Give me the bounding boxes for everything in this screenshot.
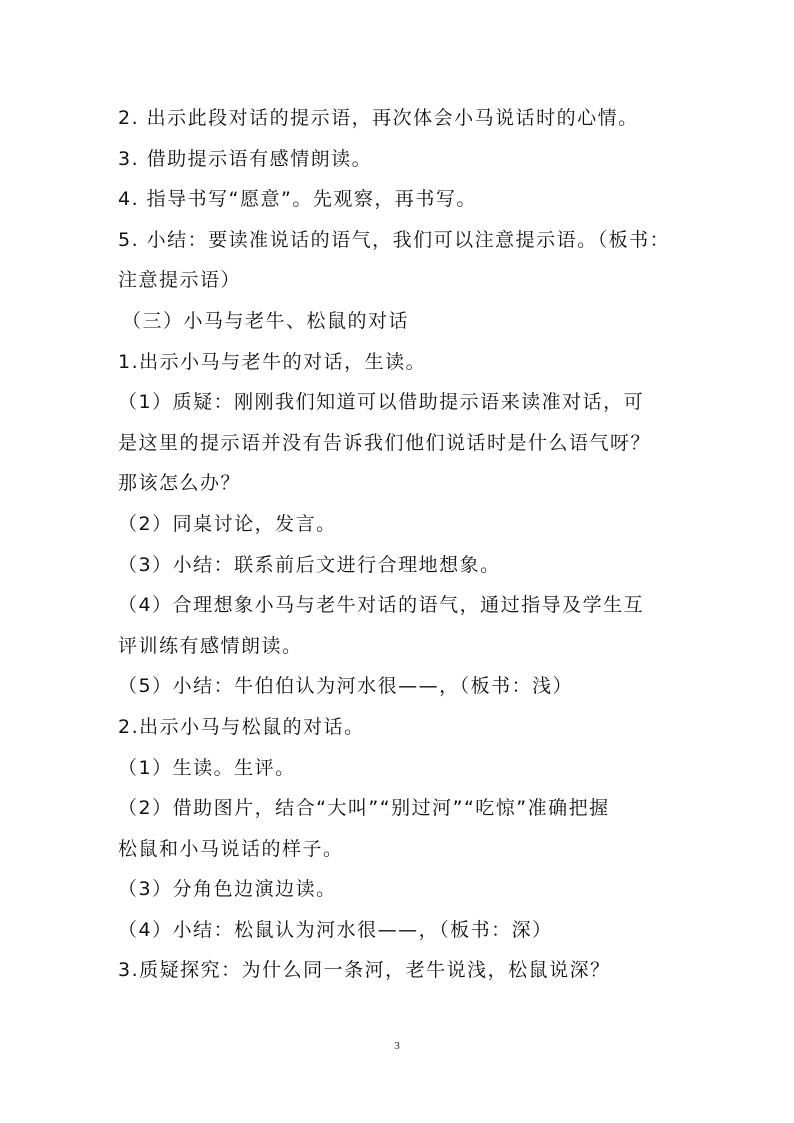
text-line: 4. 指导书写“愿意”。先观察，再书写。 <box>118 188 477 211</box>
text-line: 3.质疑探究：为什么同一条河，老牛说浅，松鼠说深？ <box>118 959 611 982</box>
text-line: 是这里的提示语并没有告诉我们他们说话时是什么语气呀？ <box>118 431 652 454</box>
page-number: 3 <box>394 1040 400 1052</box>
text-line: 那该怎么办？ <box>118 472 242 495</box>
text-line: 评训练有感情朗读。 <box>118 634 303 657</box>
text-line: （3）小结：联系前后文进行合理地想象。 <box>118 553 501 576</box>
text-line: （1）生读。生评。 <box>118 756 296 779</box>
text-line: 注意提示语） <box>118 269 242 292</box>
text-line: （4）合理想象小马与老牛对话的语气，通过指导及学生互 <box>118 594 645 617</box>
text-line: 2.出示小马与松鼠的对话。 <box>118 715 365 738</box>
text-line: （2）同桌讨论，发言。 <box>118 512 337 535</box>
text-line: 2. 出示此段对话的提示语，再次体会小马说话时的心情。 <box>118 107 639 129</box>
text-line: 1.出示小马与老牛的对话，生读。 <box>118 350 427 373</box>
text-line: （3）分角色边演边读。 <box>118 878 337 901</box>
text-line: （4）小结：松鼠认为河水很——，（板书：深） <box>118 918 553 941</box>
section-heading: （三）小马与老牛、松鼠的对话 <box>122 309 410 332</box>
text-line: （2）借助图片，结合“大叫”“别过河”“吃惊”准确把握 <box>118 797 610 820</box>
text-line: （1）质疑：刚刚我们知道可以借助提示语来读准对话，可 <box>118 391 645 414</box>
text-line: 松鼠和小马说话的样子。 <box>118 837 344 860</box>
document-body <box>118 98 678 991</box>
text-line: （5）小结：牛伯伯认为河水很——，（板书：浅） <box>118 675 574 698</box>
text-line: 3. 借助提示语有感情朗读。 <box>118 147 373 170</box>
text-line: 5. 小结：要读准说话的语气，我们可以注意提示语。（板书： <box>118 228 671 251</box>
